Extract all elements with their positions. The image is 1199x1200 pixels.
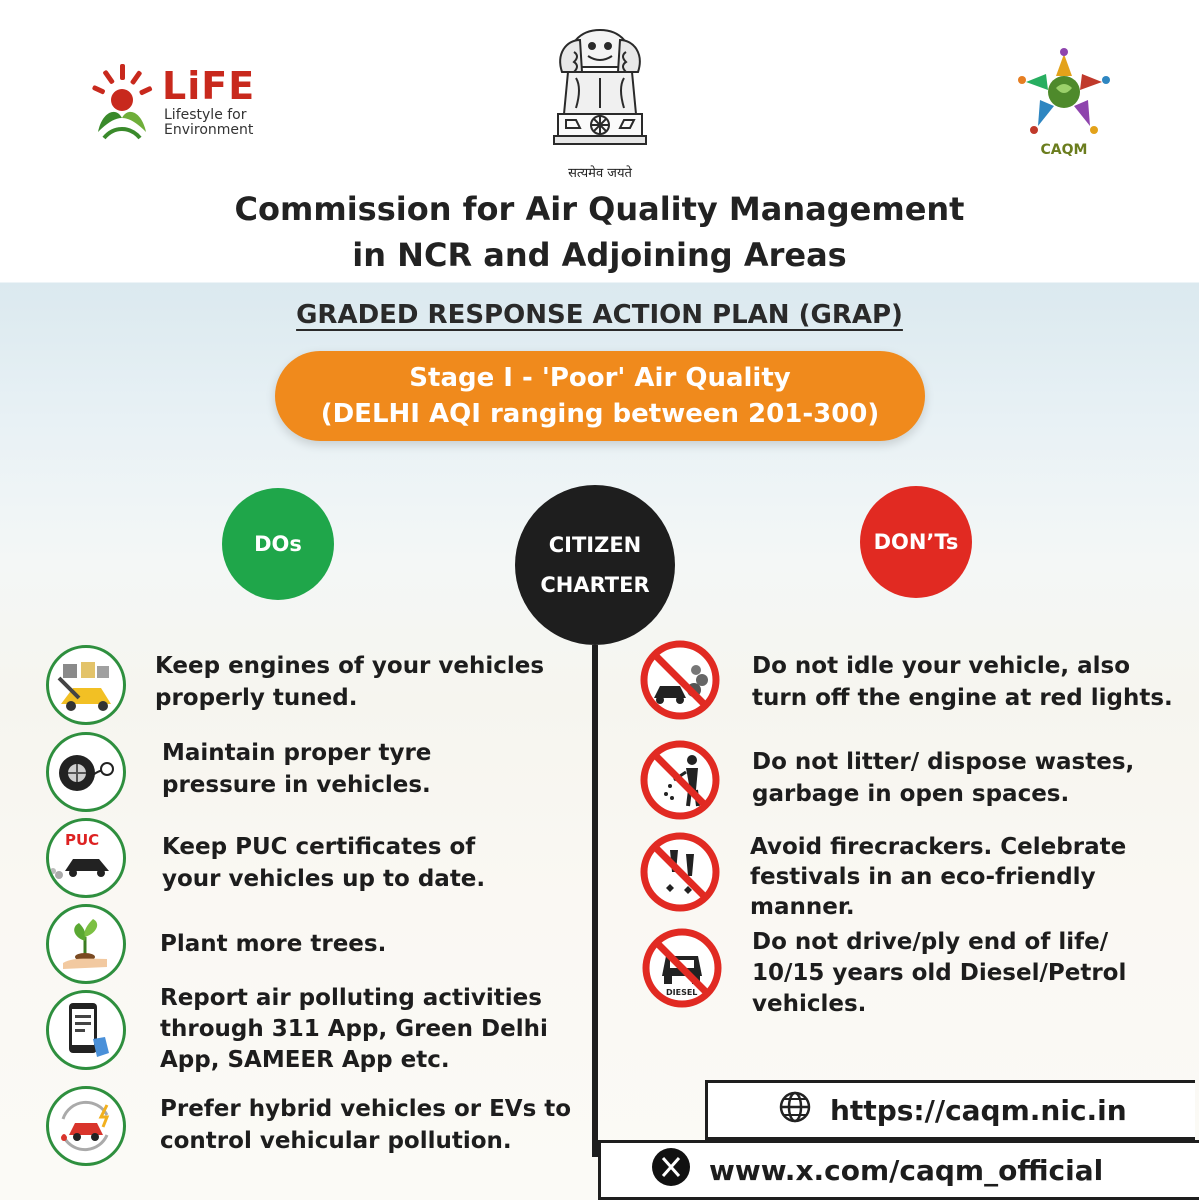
emblem-caption: सत्यमेव जयते <box>568 166 632 181</box>
dont-item-3-line-1: Avoid firecrackers. Celebrate <box>750 834 1127 860</box>
do-item-1-line-1: Keep engines of your vehicles <box>155 653 545 679</box>
no-firecrackers-icon <box>640 832 720 912</box>
x-handle-url[interactable]: www.x.com/caqm_official <box>709 1153 1104 1187</box>
life-tagline-line-1: Lifestyle for <box>164 107 247 123</box>
do-item-2 <box>162 737 431 801</box>
life-tagline-line-2: Environment <box>164 122 254 138</box>
do-item-1-line-2: properly tuned. <box>155 685 358 711</box>
do-item-3 <box>162 831 485 895</box>
dont-item-4-line-3: vehicles. <box>752 991 867 1017</box>
engine-tuning-icon <box>46 645 126 725</box>
dont-item-1-line-1: Do not idle your vehicle, also <box>752 653 1131 679</box>
diesel-icon-label: DIESEL <box>666 988 698 997</box>
plant-tree-icon <box>46 904 126 984</box>
caqm-logo <box>1016 48 1112 158</box>
no-old-diesel-icon <box>642 928 722 1008</box>
life-logo <box>92 62 292 142</box>
life-logo-name: LiFE <box>162 64 256 108</box>
dont-item-2-line-2: garbage in open spaces. <box>752 781 1070 807</box>
donts-label: DON’Ts <box>873 530 959 554</box>
dont-item-3-line-2: festivals in an eco-friendly <box>750 864 1096 890</box>
dont-item-4-line-1: Do not drive/ply end of life/ <box>752 929 1109 955</box>
citizen-charter-badge <box>515 485 675 645</box>
dos-badge <box>222 488 334 600</box>
caqm-logo-name: CAQM <box>1040 142 1088 158</box>
do-item-3-line-2: your vehicles up to date. <box>162 866 486 892</box>
do-item-2-line-2: pressure in vehicles. <box>162 772 431 798</box>
dont-item-1 <box>752 650 1173 714</box>
dont-item-3 <box>750 832 1126 922</box>
do-item-5-line-3: App, SAMEER App etc. <box>160 1047 450 1073</box>
do-item-1 <box>155 650 544 714</box>
do-item-4 <box>160 928 386 960</box>
no-littering-icon <box>640 740 720 820</box>
puc-icon-label: PUC <box>65 831 100 849</box>
do-item-5-line-1: Report air polluting activities <box>160 985 542 1011</box>
grap-heading <box>0 300 1199 330</box>
globe-icon <box>778 1090 812 1131</box>
do-item-6 <box>160 1093 571 1157</box>
website-link[interactable] <box>705 1080 1195 1140</box>
dont-item-4 <box>752 927 1126 1020</box>
do-item-5 <box>160 983 548 1076</box>
national-emblem <box>540 22 660 181</box>
charter-label: CHARTER <box>540 573 650 597</box>
stage-banner <box>275 351 925 441</box>
dont-item-2-line-1: Do not litter/ dispose wastes, <box>752 749 1135 775</box>
page-title-line-1: Commission for Air Quality Management <box>234 190 965 228</box>
do-item-6-line-2: control vehicular pollution. <box>160 1128 512 1154</box>
center-divider <box>592 645 598 1157</box>
do-item-6-line-1: Prefer hybrid vehicles or EVs to <box>160 1096 572 1122</box>
no-idling-icon <box>640 640 720 720</box>
x-profile-link[interactable] <box>598 1140 1199 1200</box>
page-title-line-2: in NCR and Adjoining Areas <box>352 236 847 274</box>
puc-certificate-icon <box>46 818 126 898</box>
donts-badge <box>860 486 972 598</box>
phone-app-icon <box>46 990 126 1070</box>
do-item-2-line-1: Maintain proper tyre <box>162 740 432 766</box>
dont-item-1-line-2: turn off the engine at red lights. <box>752 685 1173 711</box>
do-item-4-line-1: Plant more trees. <box>160 931 387 957</box>
life-logo-tagline <box>164 108 253 138</box>
dont-item-4-line-2: 10/15 years old Diesel/Petrol <box>752 960 1127 986</box>
stage-aqi-range: (DELHI AQI ranging between 201-300) <box>320 399 880 429</box>
dont-item-3-line-3: manner. <box>750 894 855 920</box>
ev-car-icon <box>46 1086 126 1166</box>
do-item-5-line-2: through 311 App, Green Delhi <box>160 1016 548 1042</box>
stage-title: Stage I - 'Poor' Air Quality <box>409 363 791 393</box>
grap-heading-text: GRADED RESPONSE ACTION PLAN (GRAP) <box>296 300 903 330</box>
citizen-label: CITIZEN <box>548 533 642 557</box>
dos-label: DOs <box>254 532 302 556</box>
dont-item-2 <box>752 746 1134 810</box>
x-logo-icon <box>651 1147 691 1194</box>
website-url[interactable]: https://caqm.nic.in <box>830 1093 1127 1127</box>
do-item-3-line-1: Keep PUC certificates of <box>162 834 476 860</box>
tyre-pressure-icon <box>46 732 126 812</box>
